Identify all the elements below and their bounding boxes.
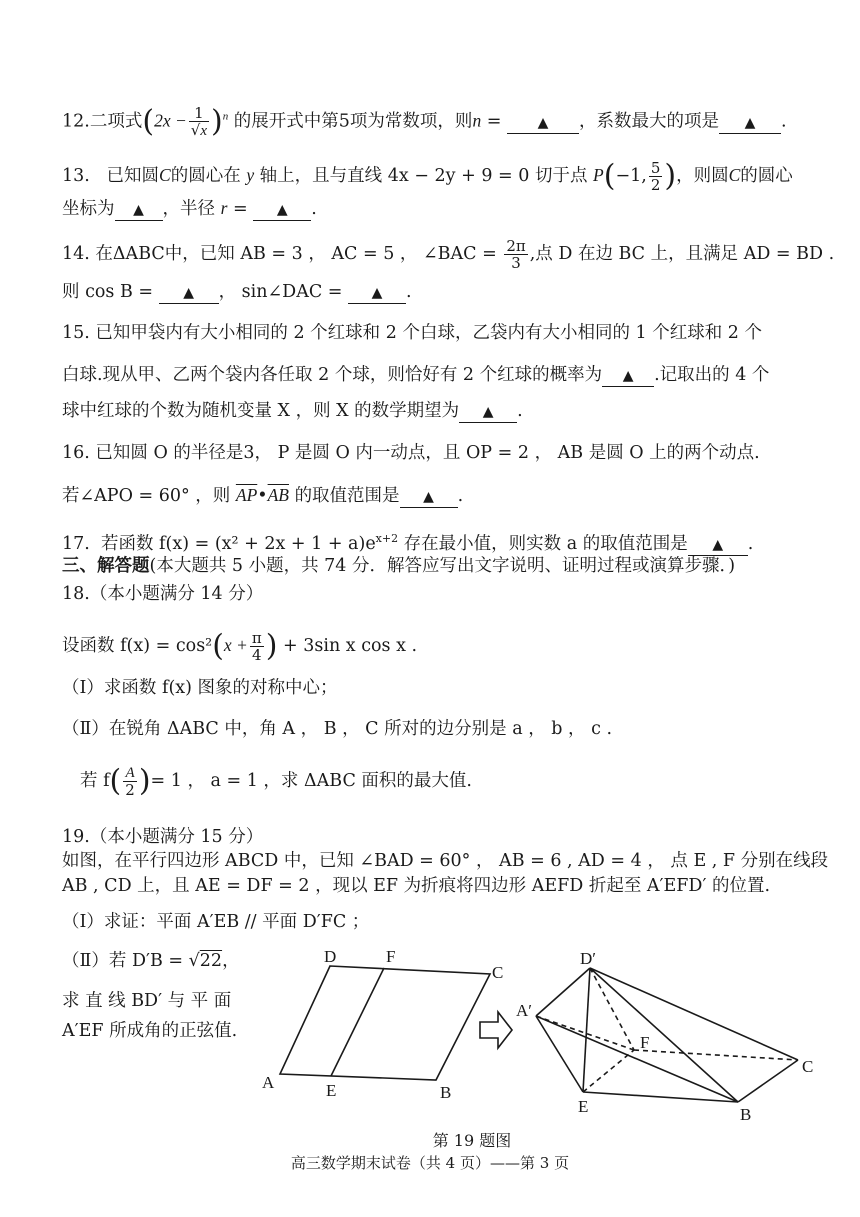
arrow-icon (480, 1012, 512, 1048)
page-footer: 高三数学期末试卷（共 4 页）——第 3 页 (290, 1154, 570, 1172)
answer-blank[interactable]: ▲ (115, 200, 163, 221)
folded-solid-figure (536, 968, 798, 1102)
fold-line-ef (331, 968, 384, 1076)
question-15: 15. 已知甲袋内有大小相同的 2 个红球和 2 个白球，乙袋内有大小相同的 1 个红球和 2 个 (62, 323, 762, 343)
question-19-line-2: AB , CD 上，且 AE = DF = 2 ，现以 EF 为折痕将四边形 AEFD 折起至 A′EFD′ 的位置. (62, 876, 771, 896)
label-e-right: E (578, 1097, 589, 1116)
question-13-line-2: 坐标为 ▲ ，半径 r = ▲ . (62, 198, 317, 219)
question-18-header: 18.（本小题满分 14 分） (62, 584, 264, 604)
label-a-right: A′ (516, 1001, 532, 1020)
label-f-right: F (640, 1033, 650, 1052)
answer-blank[interactable]: ▲ (159, 283, 219, 304)
answer-blank[interactable]: ▲ (602, 366, 654, 387)
label-b-left: B (440, 1083, 452, 1102)
answer-blank[interactable]: ▲ (688, 535, 748, 556)
answer-blank[interactable]: ▲ (400, 487, 458, 508)
question-16: 16. 已知圆 O 的半径是3， P 是圆 O 内一动点，且 OP = 2 ， AB 是圆 O 上的两个动点. (62, 443, 760, 463)
answer-blank[interactable]: ▲ (459, 402, 517, 423)
question-18-part-2-cont: 若 f( $\frac{A}{2}$ )= 1 ， a = 1 ，求 ΔABC 面积的最大值. (80, 763, 472, 799)
question-16-line-2: 若∠APO = 60° ，则 $\overline{AP}•\overline{AB}$ 的取值范围是 ▲ . (62, 485, 464, 506)
question-18-function: 设函数 f(x) = cos²(x + $\frac{\pi}{4}$ ) + 3sin x cos x . (62, 628, 418, 664)
answer-blank[interactable]: ▲ (253, 200, 311, 221)
question-15-line-2: 白球.现从甲、乙两个袋内各任取 2 个球，则恰好有 2 个红球的概率为 ▲ .记取出的 4 个 (62, 365, 770, 385)
question-15-line-3: 球中红球的个数为随机变量 X ，则 X 的数学期望为 ▲ . (62, 401, 523, 421)
question-19-part-2: （Ⅱ）若 D′B = √22， (62, 951, 240, 971)
label-e-left: E (326, 1081, 337, 1100)
label-f-left: F (386, 947, 396, 966)
question-17: 17. 若函数 $f(x) = (x^2 + 2x + 1 + a)e^{x+2}$ 存在最小值，则实数 a 的取值范围是 ▲ . (62, 532, 754, 554)
question-18-part-1: （Ⅰ）求函数 f(x) 图象的对称中心； (62, 678, 338, 698)
question-14-line-2: 则 cos B = ▲ ， sin∠DAC = ▲ . (62, 282, 412, 302)
parallelogram-figure (280, 966, 490, 1080)
section-heading: 三、解答题(本大题共 5 小题，共 74 分．解答应写出文字说明、证明过程或演算步骤．) (62, 556, 736, 576)
question-18-part-2: （Ⅱ）在锐角 ΔABC 中，角 A ， B ， C 所对的边分别是 a ， b ， c . (62, 719, 613, 739)
question-14: 14. 在ΔABC中，已知 AB = 3 ， AC = 5 ， ∠BAC = $\frac{2\pi}{3}$ ,点 D 在边 BC 上，且满足 AD = BD . (62, 237, 835, 272)
answer-blank[interactable]: ▲ (507, 113, 579, 134)
label-d-right: D′ (580, 949, 596, 968)
parallelogram-abcd (280, 966, 490, 1080)
question-12: 12.二项式(2x − $\frac{1}{√x}$ )$^n$ 的展开式中第5项为常数项，则n = ▲ ，系数最大的项是 ▲ . (62, 104, 787, 139)
label-c-right: C (802, 1057, 814, 1076)
label-b-right: B (740, 1105, 752, 1124)
question-19-part-2-line-2: 求 直 线 BD′ 与 平 面 (62, 991, 232, 1011)
question-19-part-1: （Ⅰ）求证：平面 A′EB // 平面 D′FC ； (62, 912, 370, 932)
answer-blank[interactable]: ▲ (719, 113, 781, 134)
question-19-header: 19.（本小题满分 15 分） (62, 827, 264, 847)
label-a-left: A (262, 1073, 275, 1092)
answer-blank[interactable]: ▲ (348, 283, 406, 304)
question-19-part-2-line-3: A′EF 所成角的正弦值. (62, 1021, 238, 1041)
question-19-line-1: 如图，在平行四边形 ABCD 中，已知 ∠BAD = 60° ， AB = 6 , AD = 4 ， 点 E , F 分别在线段 (62, 851, 829, 871)
label-c-left: C (492, 963, 504, 982)
label-d-left: D (324, 947, 337, 966)
question-13: 13. 已知圆C的圆心在 y 轴上，且与直线 4x − 2y + 9 = 0 切于点 P(−1, $\frac{5}{2}$ )，则圆C的圆心 (62, 158, 793, 194)
figure-caption: 第 19 题图 (432, 1131, 512, 1150)
